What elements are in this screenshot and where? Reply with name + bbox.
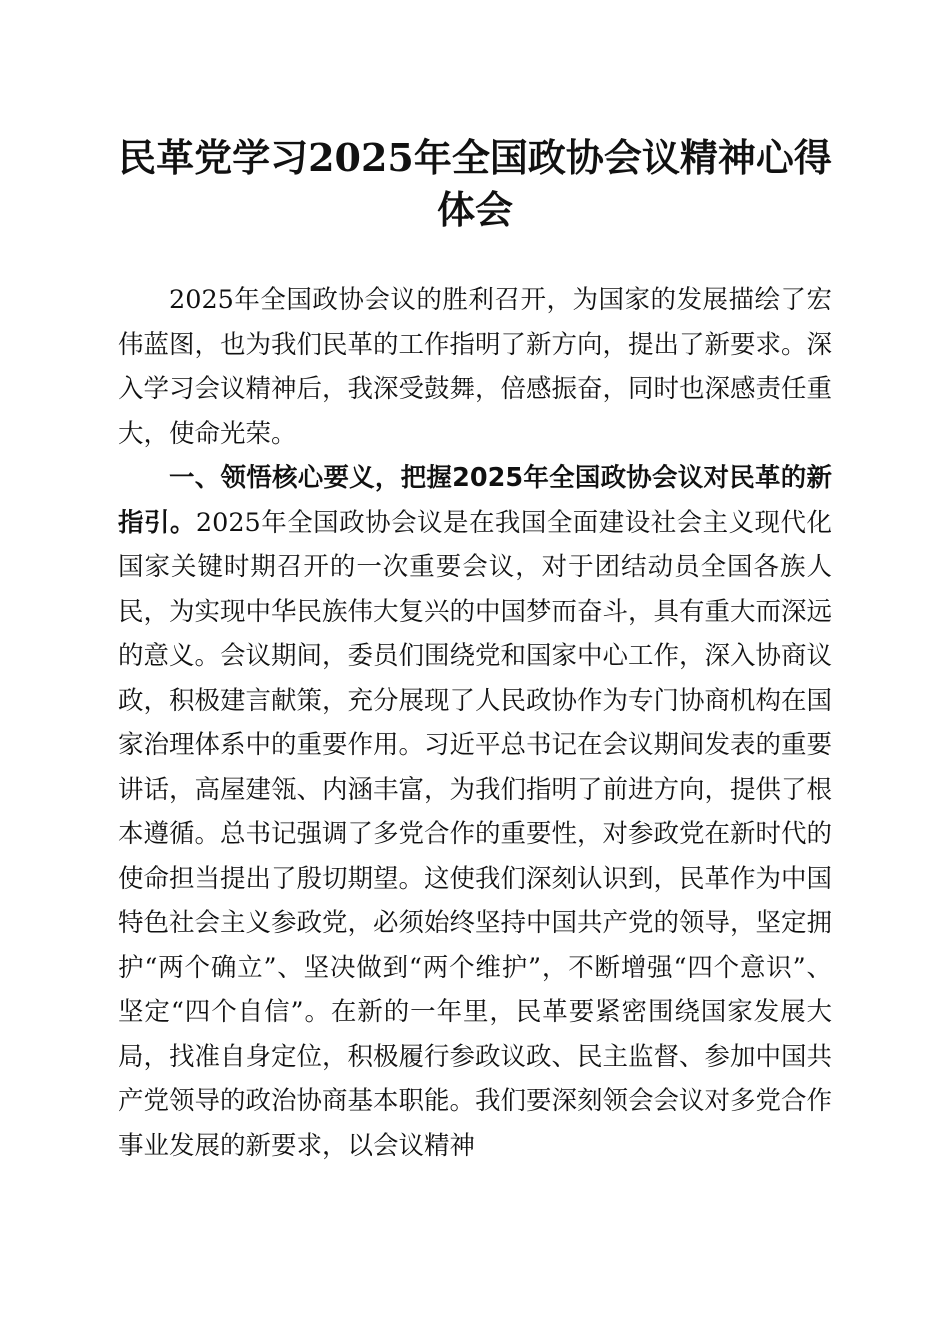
section-one-paragraph (118, 456, 832, 1168)
intro-paragraph (118, 278, 832, 456)
document-body (118, 278, 832, 1168)
section-one-text: 2025年全国政协会议是在我国全面建设社会主义现代化国家关键时期召开的一次重要会议，对于团结动员全国各族人民，为实现中华民族伟大复兴的中国梦而奋斗，具有重大而深远的意义。会议期间，委员们围绕党和国家中心工作，深入协商议政，积极建言献策，充分展现了人民政协作为专门协商机构在国家治理体系中的重要作用。习近平总书记在会议期间发表的重要讲话，高屋建瓴、内涵丰富，为我们指明了前进方向，提供了根本遵循。总书记强调了多党合作的重要性，对参政党在新时代的使命担当提出了殷切期望。这使我们深刻认识到，民革作为中国特色社会主义参政党，必须始终坚持中国共产党的领导，坚定拥护“两个确立”、坚决做到“两个维护”，不断增强“四个意识”、坚定“四个自信”。在新的一年里，民革要紧密围绕国家发展大局，找准自身定位，积极履行参政议政、民主监督、参加中国共产党领导的政治协商基本职能。我们要深刻领会会议对多党合作事业发展的新要求，以会议精神 (118, 507, 833, 1161)
document-title: 民革党学习2025年全国政协会议精神心得体会 (118, 135, 832, 232)
intro-paragraph-text: 2025年全国政协会议的胜利召开，为国家的发展描绘了宏伟蓝图，也为我们民革的工作指明了新方向，提出了新要求。深入学习会议精神后，我深受鼓舞，倍感振奋，同时也深感责任重大，使命光荣。 (118, 285, 833, 449)
section-one-heading: 一、领悟核心要义，把握2025年全国政协会议对民革的新指引。 (118, 463, 832, 538)
